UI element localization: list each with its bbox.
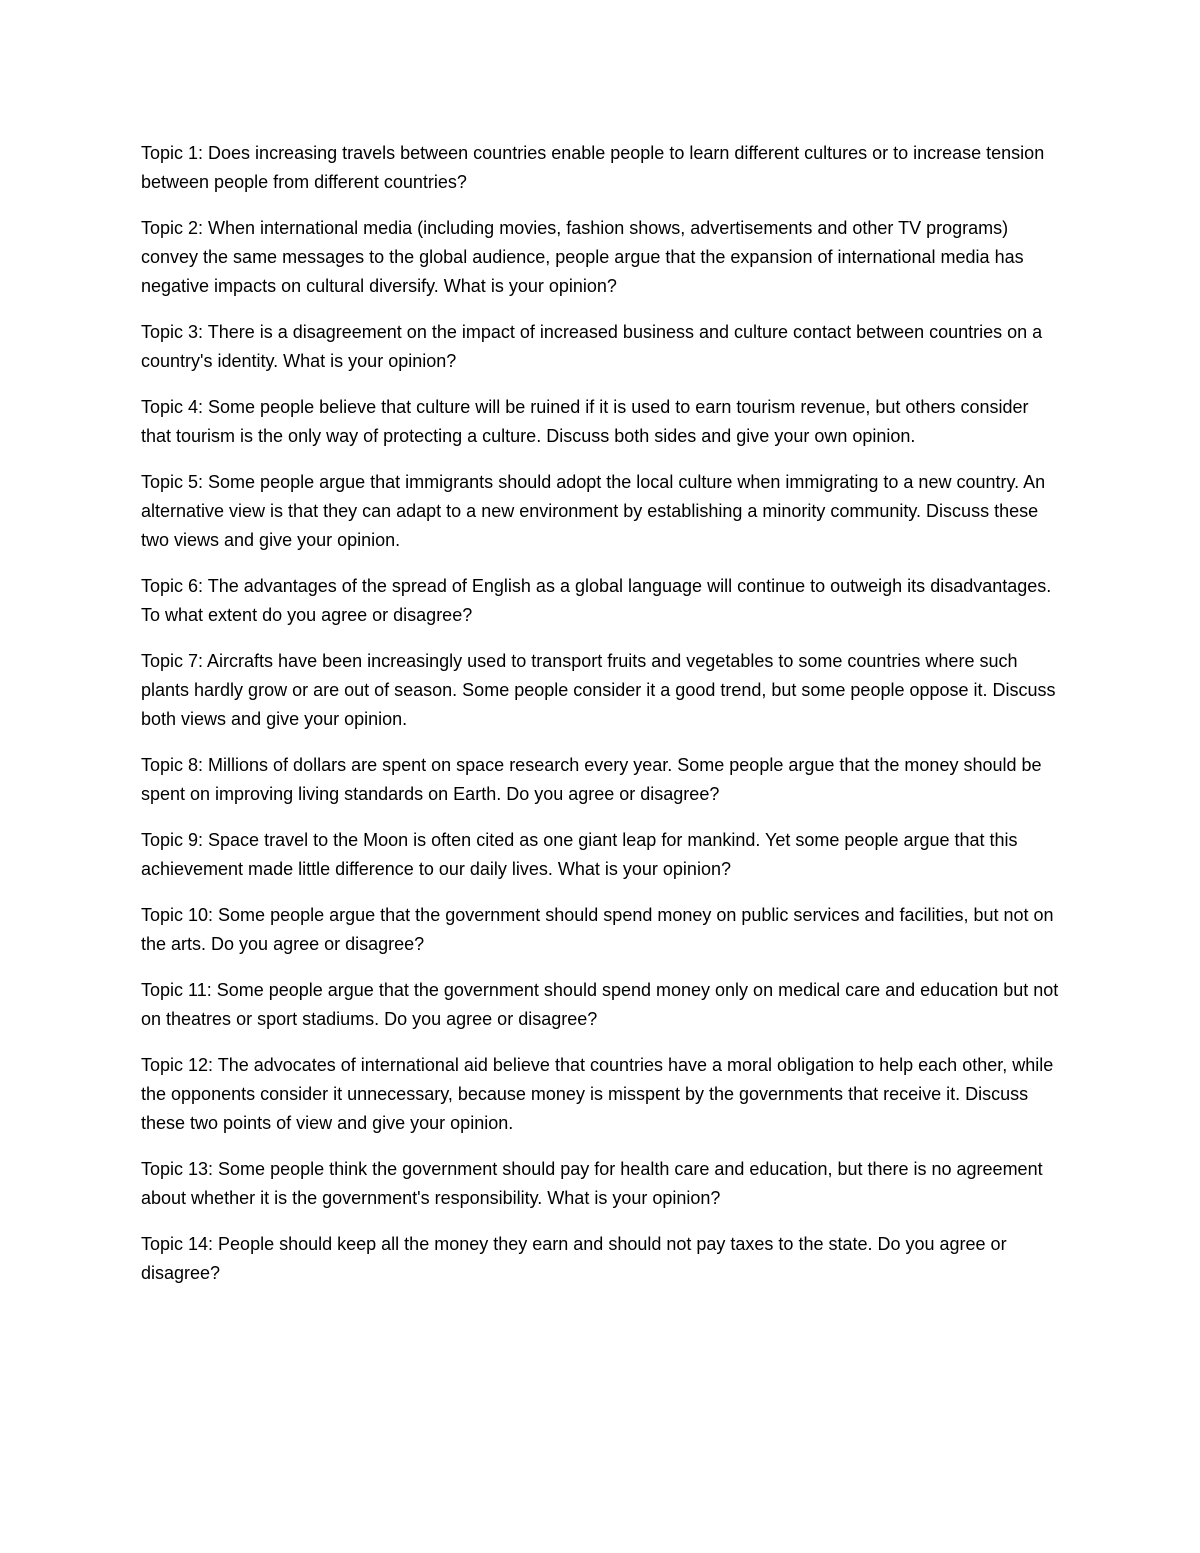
topic-paragraph-5: Topic 5: Some people argue that immigrants should adopt the local culture when immigrating to a new country. An alternative view is that they can adapt to a new environment by establishing a minority community. Discuss these two views and give your opinion. [141, 472, 1046, 550]
topic-paragraph-1: Topic 1: Does increasing travels between countries enable people to learn different cultures or to increase tension between people from different countries? [141, 143, 1045, 192]
topic-paragraph-13: Topic 13: Some people think the government should pay for health care and education, but there is no agreement about whether it is the government's responsibility. What is your opinion? [141, 1159, 1043, 1208]
topic-paragraph-8: Topic 8: Millions of dollars are spent on space research every year. Some people argue that the money should be spent on improving living standards on Earth. Do you agree or disagree? [141, 755, 1042, 804]
topic-paragraph-2: Topic 2: When international media (including movies, fashion shows, advertisements and other TV programs) convey the same messages to the global audience, people argue that the expansion of international media has negative impacts on cultural diversify. What is your opinion? [141, 218, 1024, 296]
topic-paragraph-6: Topic 6: The advantages of the spread of English as a global language will continue to outweigh its disadvantages. To what extent do you agree or disagree? [141, 576, 1052, 625]
topic-paragraph-7: Topic 7: Aircrafts have been increasingly used to transport fruits and vegetables to some countries where such plants hardly grow or are out of season. Some people consider it a good trend, but some people oppose it. Discuss both views and give your opinion. [141, 651, 1056, 729]
topic-paragraph-10: Topic 10: Some people argue that the government should spend money on public services and facilities, but not on the arts. Do you agree or disagree? [141, 905, 1054, 954]
topic-paragraph-11: Topic 11: Some people argue that the government should spend money only on medical care and education but not on theatres or sport stadiums. Do you agree or disagree? [141, 980, 1059, 1029]
topic-paragraph-9: Topic 9: Space travel to the Moon is often cited as one giant leap for mankind. Yet some people argue that this achievement made little difference to our daily lives. What is your opinion? [141, 830, 1018, 879]
topic-paragraph-4: Topic 4: Some people believe that culture will be ruined if it is used to earn tourism revenue, but others consider that tourism is the only way of protecting a culture. Discuss both sides and give your own opinion. [141, 397, 1029, 446]
topic-paragraph-14: Topic 14: People should keep all the money they earn and should not pay taxes to the state. Do you agree or disagree? [141, 1234, 1007, 1283]
topic-paragraph-3: Topic 3: There is a disagreement on the impact of increased business and culture contact between countries on a country's identity. What is your opinion? [141, 322, 1043, 371]
topic-paragraph-12: Topic 12: The advocates of international aid believe that countries have a moral obligation to help each other, while the opponents consider it unnecessary, because money is misspent by the governments that receive it. Discuss these two points of view and give your opinion. [141, 1055, 1054, 1133]
